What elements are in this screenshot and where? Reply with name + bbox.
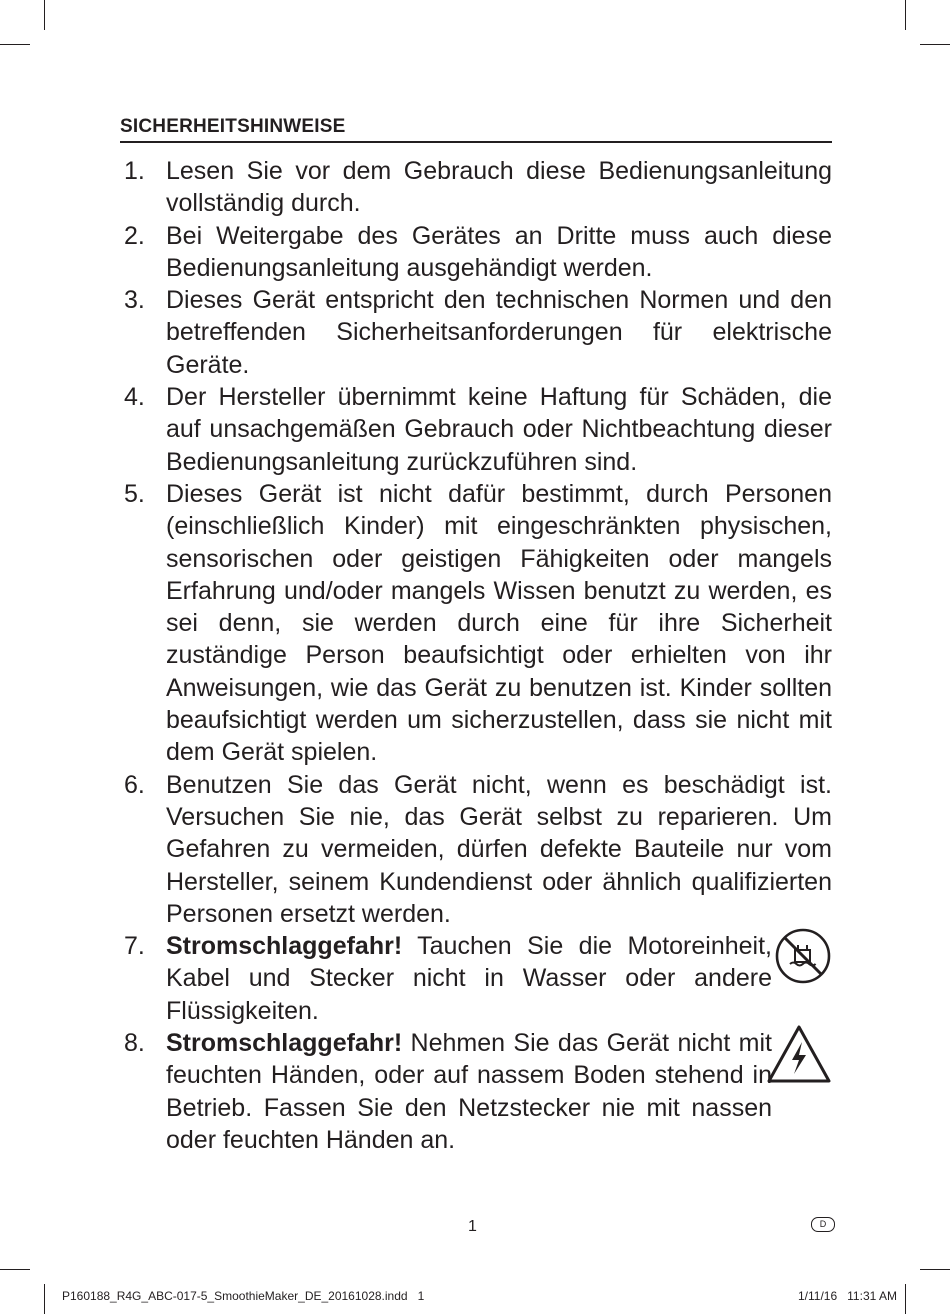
- list-item: [120, 930, 832, 1027]
- list-item: [120, 284, 832, 381]
- item-body: Tauchen Sie die Motoreinheit, Kabel und Stecker nicht in Wasser oder andere Flüssigkeiten.: [166, 932, 772, 1025]
- crop-mark: [0, 1269, 30, 1270]
- item-number: 8.: [124, 1029, 145, 1058]
- item-number: 6.: [124, 770, 145, 799]
- crop-mark: [905, 0, 906, 30]
- item-number: 1.: [124, 157, 145, 185]
- slug-date-info: 1/11/16 11:31 AM: [798, 1289, 897, 1303]
- list-item: [120, 220, 832, 285]
- language-badge: D: [811, 1217, 835, 1232]
- item-text: Dieses Gerät ist nicht dafür bestimmt, durch Personen (einschließlich Kinder) mit eingeschränkten physischen, sensorischen oder geistigen Fähigkeiten oder mangels Erfahrung und/oder mangels Wissen benutzt zu werden, es sei denn, sie werden durch eine für ihre Sicherheit zuständige Person beaufsichtigt oder erhielten von ihr Anweisungen, wie das Gerät zu benutzen ist. Kinder sollten beaufsichtigt werden um sicherzustellen, dass sie nicht mit dem Gerät spielen.: [166, 479, 832, 767]
- item-number: 3.: [124, 286, 145, 315]
- list-item: [120, 478, 832, 769]
- electric-shock-warning-icon: [766, 1024, 832, 1084]
- crop-mark: [0, 44, 30, 45]
- item-number: 4.: [124, 383, 145, 412]
- list-item: [120, 155, 832, 220]
- item-number: 5.: [124, 479, 145, 508]
- warning-label: Stromschlaggefahr!: [166, 1029, 403, 1058]
- item-number: 7.: [124, 932, 145, 961]
- list-item: [120, 769, 832, 930]
- item-text: Lesen Sie vor dem Gebrauch diese Bedienungsanleitung vollständig durch.: [166, 157, 832, 218]
- item-number: 2.: [124, 221, 145, 250]
- item-body: Nehmen Sie das Gerät nicht mit feuchten Händen, oder auf nassem Boden stehend in Betrieb. Fassen Sie den Netzstecker nie mit nassen oder feuchten Händen an.: [166, 1029, 772, 1154]
- crop-mark: [44, 1284, 45, 1314]
- crop-mark: [44, 0, 45, 30]
- item-text: Bei Weitergabe des Gerätes an Dritte muss auch diese Bedienungsanleitung ausgehändigt werden.: [166, 221, 832, 282]
- item-text: Der Hersteller übernimmt keine Haftung für Schäden, die auf unsachgemäßen Gebrauch oder Nichtbeachtung dieser Bedienungsanleitung zurückzuführen sind.: [166, 383, 832, 476]
- item-text: Benutzen Sie das Gerät nicht, wenn es beschädigt ist. Versuchen Sie nie, das Gerät selbst zu reparieren. Um Gefahren zu vermeiden, dürfen defekte Bauteile nur vom Hersteller, seinem Kundendienst oder ähnlich qualifizierten Personen ersetzt werden.: [166, 770, 832, 928]
- crop-mark: [920, 1269, 950, 1270]
- no-immersion-icon: [774, 927, 832, 985]
- page-number: 1: [468, 1218, 477, 1235]
- item-text: Dieses Gerät entspricht den technischen Normen und den betreffenden Sicherheitsanforderungen für elektrische Geräte.: [166, 286, 832, 379]
- warning-label: Stromschlaggefahr!: [166, 932, 403, 961]
- crop-mark: [920, 44, 950, 45]
- safety-instructions-list: [120, 155, 832, 1156]
- crop-mark: [905, 1284, 906, 1314]
- section-heading: SICHERHEITSHINWEISE: [120, 116, 832, 143]
- item-text: [166, 1027, 772, 1156]
- list-item: [120, 1027, 832, 1156]
- item-text: [166, 930, 772, 1027]
- list-item: [120, 381, 832, 478]
- slug-file-info: P160188_R4G_ABC-017-5_SmoothieMaker_DE_20161028.indd 1: [62, 1289, 425, 1303]
